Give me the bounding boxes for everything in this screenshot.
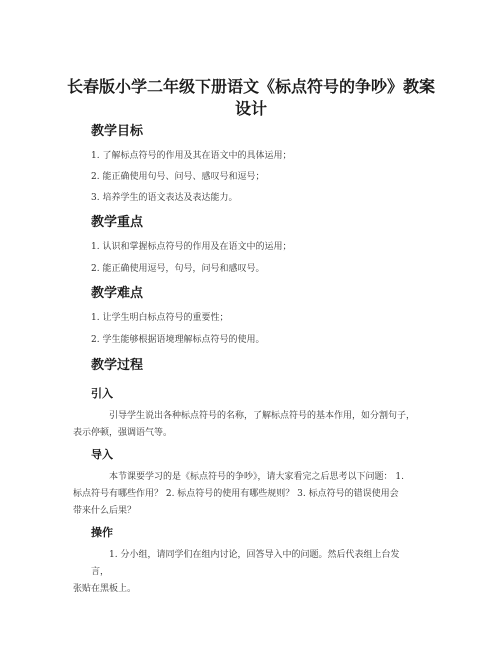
difficulty-item-2: 2. 学生能够根据语境理解标点符号的使用。 [91, 335, 265, 345]
lead-paragraph [73, 469, 417, 520]
difficulty-item-1: 1. 让学生明白标点符号的重要性； [91, 313, 229, 323]
lead-line-3: 带来什么后果？ [73, 506, 137, 516]
section-heading-process: 教学过程 [91, 358, 144, 373]
lead-line-1: 本节课要学习的是《标点符号的争吵》，请大家看完之后思考以下问题： 1. [109, 472, 404, 482]
keypoint-item-2: 2. 能正确使用逗号，句号，问号和感叹号。 [91, 264, 265, 274]
lead-line-2: 标点符号有哪些作用？ 2. 标点符号的使用有哪些规则？ 3. 标点符号的错误使用会 [73, 489, 399, 499]
subheading-operation: 操作 [91, 526, 113, 539]
section-heading-keypoints: 教学重点 [91, 215, 144, 230]
intro-paragraph [73, 408, 417, 442]
title-line-1: 长春版小学二年级下册语文《标点符号的争吵》教案 [66, 77, 435, 96]
operation-paragraph [73, 547, 417, 598]
goal-item-1: 1. 了解标点符号的作用及其在语文中的具体运用； [91, 151, 292, 161]
title-line-2: 设计 [234, 99, 267, 118]
goal-item-2: 2. 能正确使用句号、问号、感叹号和逗号； [91, 172, 265, 182]
intro-line-1: 引导学生说出各种标点符号的名称，了解标点符号的基本作用，如分割句子， [109, 411, 416, 421]
goal-item-3: 3. 培养学生的语文表达及表达能力。 [91, 193, 238, 203]
operation-line-2: 张贴在黑板上。 [73, 584, 137, 594]
document-title [60, 76, 442, 120]
subheading-intro: 引入 [91, 387, 113, 400]
intro-line-2: 表示停顿，强调语气等。 [73, 428, 173, 438]
keypoint-item-1: 1. 认识和掌握标点符号的作用及在语文中的运用； [91, 242, 292, 252]
subheading-lead: 导入 [91, 448, 113, 461]
section-heading-difficulties: 教学难点 [91, 286, 144, 301]
section-heading-goals: 教学目标 [91, 124, 144, 139]
operation-line-1: 1. 分小组，请同学们在组内讨论，回答导入中的问题。然后代表组上台发言， [91, 550, 400, 577]
